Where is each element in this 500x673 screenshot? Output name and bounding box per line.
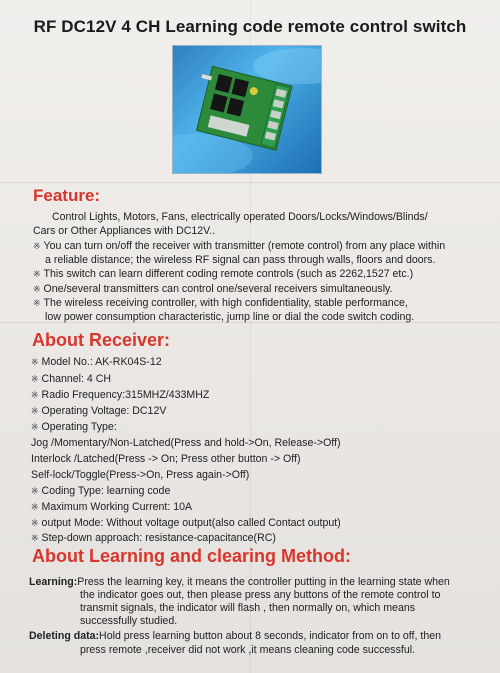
bullet-icon: ※ [33,241,41,251]
spec-stepdown: Step-down approach: resistance-capacitance(RC) [41,532,276,544]
feature-bullet [33,268,413,282]
spec-row [31,356,162,368]
spec-voltage: Operating Voltage: DC12V [41,405,167,417]
bullet-icon: ※ [31,374,39,384]
spec-row [31,517,341,529]
bullet-icon: ※ [33,284,41,294]
spec-radio: Radio Frequency:315MHZ/433MHZ [41,389,210,401]
bullet-icon: ※ [33,298,41,308]
page-title: RF DC12V 4 CH Learning code remote control switch [33,17,467,36]
feature-bullet [33,297,408,311]
feature-heading: Feature: [33,186,101,205]
feature-bullet-text: a reliable distance; the wireless RF signal can pass through walls, floors and doors. [45,254,436,266]
feature-bullet [33,240,445,254]
spec-operating-type: Operating Type: [41,421,117,433]
spec-channel: Channel: 4 CH [41,373,112,385]
bullet-icon: ※ [31,502,39,512]
bullet-icon: ※ [31,357,39,367]
feature-intro-line: Control Lights, Motors, Fans, electrically operated Doors/Locks/Windows/Blinds/ [52,211,428,223]
product-photo [173,46,321,173]
feature-bullet [33,283,393,297]
bullet-icon: ※ [31,518,39,528]
learning-text: Press the learning key, it means the controller putting in the learning state when [77,576,450,588]
spec-row [31,389,209,401]
bullet-icon: ※ [31,406,39,416]
bullet-icon: ※ [31,390,39,400]
feature-bullet-text: This switch can learn different coding remote controls (such as 2262,1527 etc.) [43,268,414,280]
spec-current: Maximum Working Current: 10A [41,501,193,513]
bullet-icon: ※ [31,422,39,432]
spec-row [31,373,111,385]
feature-bullet-text: The wireless receiving controller, with high confidentiality, stable performance, [43,297,408,309]
feature-bullet-text: You can turn on/off the receiver with transmitter (remote control) from any place within [43,240,446,252]
learning-text: successfully studied. [80,615,178,627]
deleting-paragraph [29,630,441,644]
learning-heading: About Learning and clearing Method: [32,546,351,566]
feature-bullet-text: One/several transmitters can control one/several receivers simultaneously. [43,283,393,295]
spec-row [31,405,166,417]
spec-model: Model No.: AK-RK04S-12 [41,356,162,368]
feature-bullet-text: low power consumption characteristic, jump line or dial the code switch coding. [45,311,415,323]
spec-coding: Coding Type: learning code [41,485,171,497]
bullet-icon: ※ [33,269,41,279]
feature-intro-line: Cars or Other Appliances with DC12V.. [33,225,216,237]
learning-text: transmit signals, the indicator will flash , then normally on, which means [80,602,416,614]
learning-paragraph [29,576,450,590]
spec-interlock: Interlock /Latched(Press -> On; Press other button -> Off) [31,453,301,465]
learning-label: Learning: [29,576,78,588]
learning-text: the indicator goes out, then please press any buttons of the remote control to [80,589,441,601]
spec-selflock: Self-lock/Toggle(Press->On, Press again->Off) [31,469,250,481]
relay-board-image [173,46,321,173]
spec-row [31,485,170,497]
spec-output: output Mode: Without voltage output(also called Contact output) [41,517,341,529]
spec-row [31,501,192,513]
deleting-label: Deleting data: [29,630,100,642]
deleting-text: Hold press learning button about 8 seconds, indicator from on to off, then [99,630,442,642]
spec-jog: Jog /Momentary/Non-Latched(Press and hold->On, Release->Off) [31,437,341,449]
bullet-icon: ※ [31,486,39,496]
deleting-text: press remote ,receiver did not work ,it means cleaning code successful. [80,644,416,656]
spec-row [31,421,117,433]
receiver-heading: About Receiver: [32,330,171,350]
spec-row [31,532,276,544]
bullet-icon: ※ [31,533,39,543]
